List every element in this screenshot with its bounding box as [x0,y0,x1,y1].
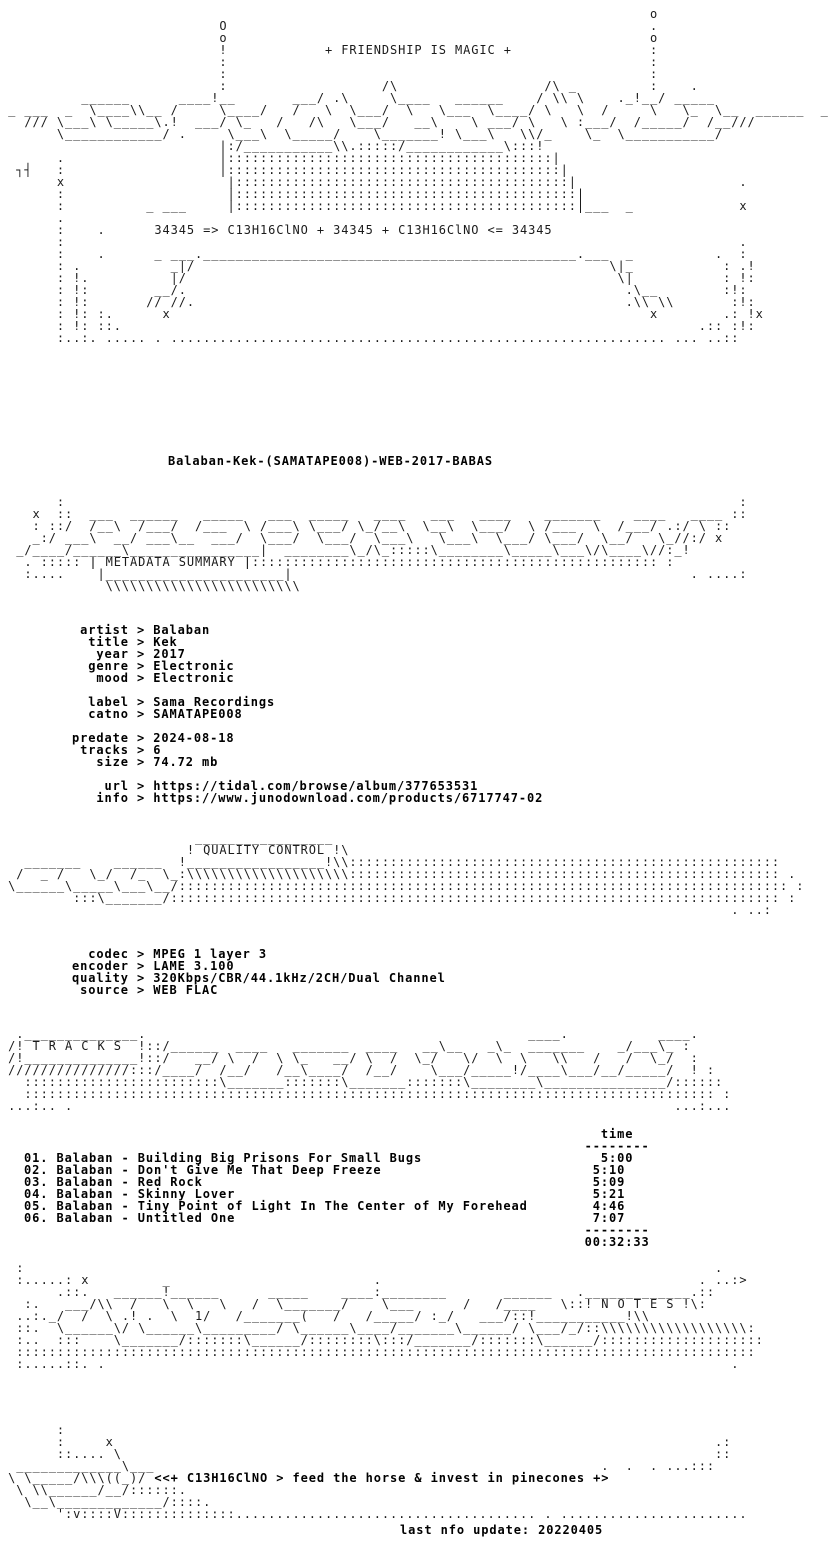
header-ascii-art: o O . o o ! + FRIENDSHIP IS MAGIC + : : : : : : /\ /\ _ : . ______ ____!__ ___/ .\ \____ ______ / \\ \ ._!__/ _____ _ ___ _ \____\\__ / \____/ / \ \___/ \ \___ \____/ \ \ / \ \_ \__ ______ _ /// \___\ \_____\.! ___/ \_ / /\ \___/ __\ \ ___/ \ \ :___/ /_____/ /__/// \____________/ . \___\ \_____/ \_______! \___\ \\/_ \_ \___________/ |:/___________\\.:::::/____________\:::! . |::::::::::::::::::::::::::::::::::::::::| ┐┤ : |:::::::::::::::::::::::::::::::::::::::::| x |:::::::::::::::::::::::::::::::::::::::::| . : |::::::::::::::::::::::::::::::::::::::::::| : _ ___ |::::::::::::::::::::::::::::::::::::::::::|___ _ x . : . 34345 => C13H16ClNO + 34345 + C13H16ClNO <= 34345 : . : . _ ___.______________________________________________.___ _ . : : . _|/ \|_ : .! : !. |/ \| : !: : !: __/. .\__ :!: : !: // //. .\\ \\ :!: : !: :. x x .: !x : !: ::. .:: :!: :..:. ..... . ............................................................. ... ..:: [8,7,829,345]
metadata-title: METADATA SUMMARY [105,555,236,569]
meta-row-url: url > https://tidal.com/browse/album/377653531 [72,779,479,793]
track-row: 03. Balaban - Red Rock 5:09 [24,1175,626,1189]
meta-row-size: size > 74.72 mb [72,755,219,769]
notes-title: N O T E S [601,1297,675,1311]
footer-ascii-art: : : x .: ::.... \ :: _____________\___ . . . ...::: \ \_____/\\\((_)/ <<+ C13H16ClNO > feed the horse & invest in pinecones +> \ \\______/__/::::::. \__\_____________/::::. ':v::::V::::::::::::::..................................... . ....................... [8,1423,748,1521]
track-row: 05. Balaban - Tiny Point of Light In The Center of My Forehead 4:46 [24,1199,626,1213]
formula-text: 34345 => C13H16ClNO + 34345 + C13H16ClNO <= 34345 [154,223,553,237]
meta-row-year: year > 2017 [72,647,186,661]
quality-title: QUALITY CONTROL [203,843,325,857]
meta-row-info: info > https://www.junodownload.com/products/6717747-02 [72,791,544,805]
track-row: 02. Balaban - Don't Give Me That Deep Freeze 5:10 [24,1163,626,1177]
notes-ascii-art: : . :.....: x _ . . ..:> .::. ______!______ _____ ____:________ ______ ._____________.:: :. ___/\\ / \ \ \ / \_______/ \___ / /____ \::! N O T E S !\: ..:._/ / \ .! . \ 1/ /_______( / /_____/ :_/ ___/::!___________!\\ ::. \______\/ \______\_________/ \______\____/_______\______/ \___/_/::\\\\\\\\\\\\\\\\\\: :.. ::: \_______/:::::::\______/::::::::\:::/_______/:::::::\______/:::::::::::::::::::: ::::::::::::::::::::::::::::::::::::::::::::::::::::::::::::::::::::::::::::::::::::::::::: :.....::. . . [16,1261,764,1371]
qc-row-encoder: encoder > LAME 3.100 [72,959,235,973]
banner-text: + FRIENDSHIP IS MAGIC + [324,43,512,57]
metadata-table [72,624,543,804]
tracks-table: time -------- 01. Balaban - Building Big Prisons For Small Bugs 5:00 02. Balaban - Don't Give Me That Deep Freeze 5:10 03. Balaban - Red Rock 5:09 04. Balaban - Skinny Lover 5:21 05. Balaban - Tiny Point of Light In The Center of My Forehead 4:46 06. Balaban - Untitled One 7:07 -------- 00:32:33 [24,1127,650,1249]
meta-row-tracks: tracks > 6 [72,743,162,757]
track-row: 04. Balaban - Skinny Lover 5:21 [24,1187,626,1201]
meta-row-label: label > Sama Recordings [72,695,276,709]
track-row: 06. Balaban - Untitled One 7:07 [24,1211,626,1225]
meta-row-catno: catno > SAMATAPE008 [72,707,243,721]
metadata-ascii-art: : : x :: ___ ______ _____ ___ _____ ____ ___ ____ _______ ____ ____ :: : ::/ /__\ /___/ /___ \ /___\ \___/ \_/__\ \__\ \___/ \ /___ \ /___/ .:/ \ :: _:/ ___\ __/ ___\__ ___/ \___/ \___/ \___\ \___\ \___/ \___/ \__/ \_//:/ x _/____/______\________________| ________\_/\_:::::\________\_____\___\/\____\//:_! . ::::: | METADATA SUMMARY |:::::::::::::::::::::::::::::::::::::::::::::::::: : :.... |______________________| . ....: \\\\\\\\\\\\\\\\\\\\\\\\ [16,495,748,593]
quality-table [72,948,446,996]
meta-row-artist: artist > Balaban [72,623,211,637]
total-time: 00:32:33 [584,1235,650,1249]
meta-row-predate: predate > 2024-08-18 [72,731,235,745]
tracks-ascii-art: .______________. ____. ____. /! T R A C K S !::/______ ____ _______ ____ __\__ _\_ _______ _/___\_ : /!______________!::/ __/ \ / \ \_ __/ \ / \_/ \/ \ \ \\ / / \_/ : ///////////////:::/____/ /__/ /__\____/ /__/ \___/_____!/____\___/__/_____/ ! : ::::::::::::::::::::::::\_______:::::::\_______:::::::\________\_______________/:::::: ::::::::::::::::::::::::::::::::::::::::::::::::::::::::::::::::::::::::::::::::::::: : ...:.. . ...:... [8,1027,732,1113]
meta-row-title: title > Kek [72,635,178,649]
qc-row-source: source > WEB FLAC [72,983,219,997]
tracks-title: T R A C K S [32,1039,122,1053]
time-column-header: time [600,1127,634,1141]
meta-row-mood: mood > Electronic [72,671,235,685]
track-row: 01. Balaban - Building Big Prisons For Small Bugs 5:00 [24,1151,634,1165]
footer-tagline: <<+ C13H16ClNO > feed the horse & invest in pinecones +> [154,1471,610,1485]
last-nfo-update: last nfo update: 20220405 [400,1523,604,1537]
qc-row-quality: quality > 320Kbps/CBR/44.1kHz/2CH/Dual Channel [72,971,446,985]
qc-row-codec: codec > MPEG 1 layer 3 [72,947,267,961]
quality-ascii-art: _________________ ! QUALITY CONTROL !\ _______ ______ !_________________!\\::::::::::::::::::::::::::::::::::::::::::::::::::::: / _ / \_/ /_ \_:\\\\\\\\\\\\\\\\\\\\::::::::::::::::::::::::::::::::::::::::::::::::::::: . \______\_____\___\__/::::::::::::::::::::::::::::::::::::::::::::::::::::::::::::::::::::::::::: : :::\_______/::::::::::::::::::::::::::::::::::::::::::::::::::::::::::::::::::::::::::: : . ..: [8,831,805,917]
meta-row-genre: genre > Electronic [72,659,235,673]
release-name: Balaban-Kek-(SAMATAPE008)-WEB-2017-BABAS [168,454,493,468]
